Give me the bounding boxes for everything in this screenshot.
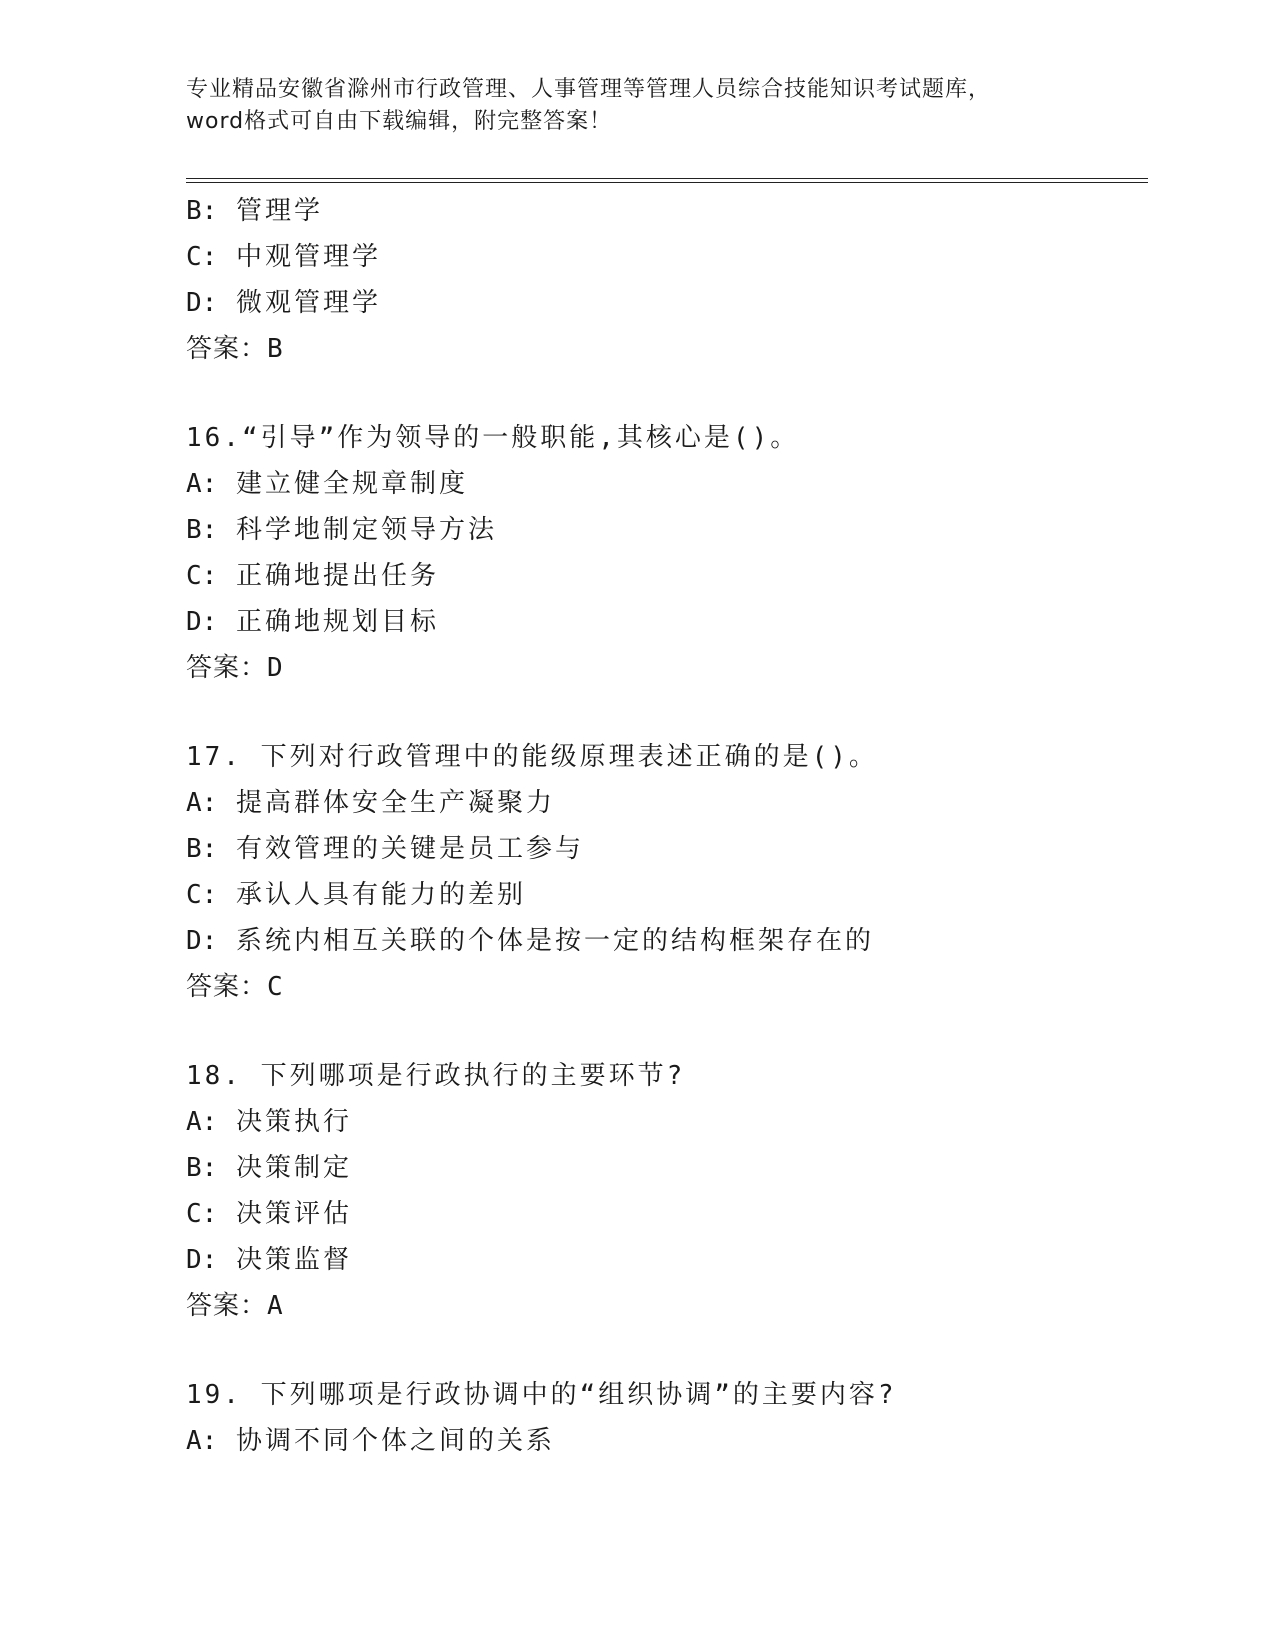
option-b: B: 有效管理的关键是员工参与 bbox=[186, 834, 584, 864]
option-c: C: 决策评估 bbox=[186, 1199, 352, 1229]
option-b: B: 管理学 bbox=[186, 196, 323, 226]
option-a: A: 协调不同个体之间的关系 bbox=[186, 1426, 555, 1456]
question-19 bbox=[186, 1372, 1146, 1464]
option-c: C: 中观管理学 bbox=[186, 242, 381, 272]
question-stem: 18. 下列哪项是行政执行的主要环节? bbox=[186, 1061, 686, 1091]
header-line-2: word格式可自由下载编辑，附完整答案！ bbox=[186, 109, 613, 134]
document-header bbox=[186, 74, 1086, 138]
question-list bbox=[186, 188, 1146, 1464]
question-18 bbox=[186, 1053, 1146, 1329]
option-d: D: 系统内相互关联的个体是按一定的结构框架存在的 bbox=[186, 926, 874, 956]
question-17 bbox=[186, 734, 1146, 1010]
question-partial bbox=[186, 188, 1146, 372]
option-c: C: 承认人具有能力的差别 bbox=[186, 880, 526, 910]
header-divider-bottom bbox=[186, 182, 1148, 183]
option-c: C: 正确地提出任务 bbox=[186, 561, 439, 591]
header-divider-top bbox=[186, 178, 1148, 179]
option-b: B: 科学地制定领导方法 bbox=[186, 515, 497, 545]
option-d: D: 微观管理学 bbox=[186, 288, 381, 318]
question-stem: 16.“引导”作为领导的一般职能,其核心是()。 bbox=[186, 423, 800, 453]
header-line-1: 专业精品安徽省滁州市行政管理、人事管理等管理人员综合技能知识考试题库， bbox=[186, 77, 992, 102]
answer-line: 答案：A bbox=[186, 1291, 284, 1321]
option-a: A: 提高群体安全生产凝聚力 bbox=[186, 788, 555, 818]
answer-line: 答案：B bbox=[186, 334, 284, 364]
question-16 bbox=[186, 415, 1146, 691]
option-d: D: 正确地规划目标 bbox=[186, 607, 439, 637]
answer-line: 答案：D bbox=[186, 653, 284, 683]
answer-line: 答案：C bbox=[186, 972, 284, 1002]
option-a: A: 建立健全规章制度 bbox=[186, 469, 468, 499]
option-d: D: 决策监督 bbox=[186, 1245, 352, 1275]
question-stem: 19. 下列哪项是行政协调中的“组织协调”的主要内容? bbox=[186, 1380, 897, 1410]
option-a: A: 决策执行 bbox=[186, 1107, 352, 1137]
option-b: B: 决策制定 bbox=[186, 1153, 352, 1183]
question-stem: 17. 下列对行政管理中的能级原理表述正确的是()。 bbox=[186, 742, 878, 772]
